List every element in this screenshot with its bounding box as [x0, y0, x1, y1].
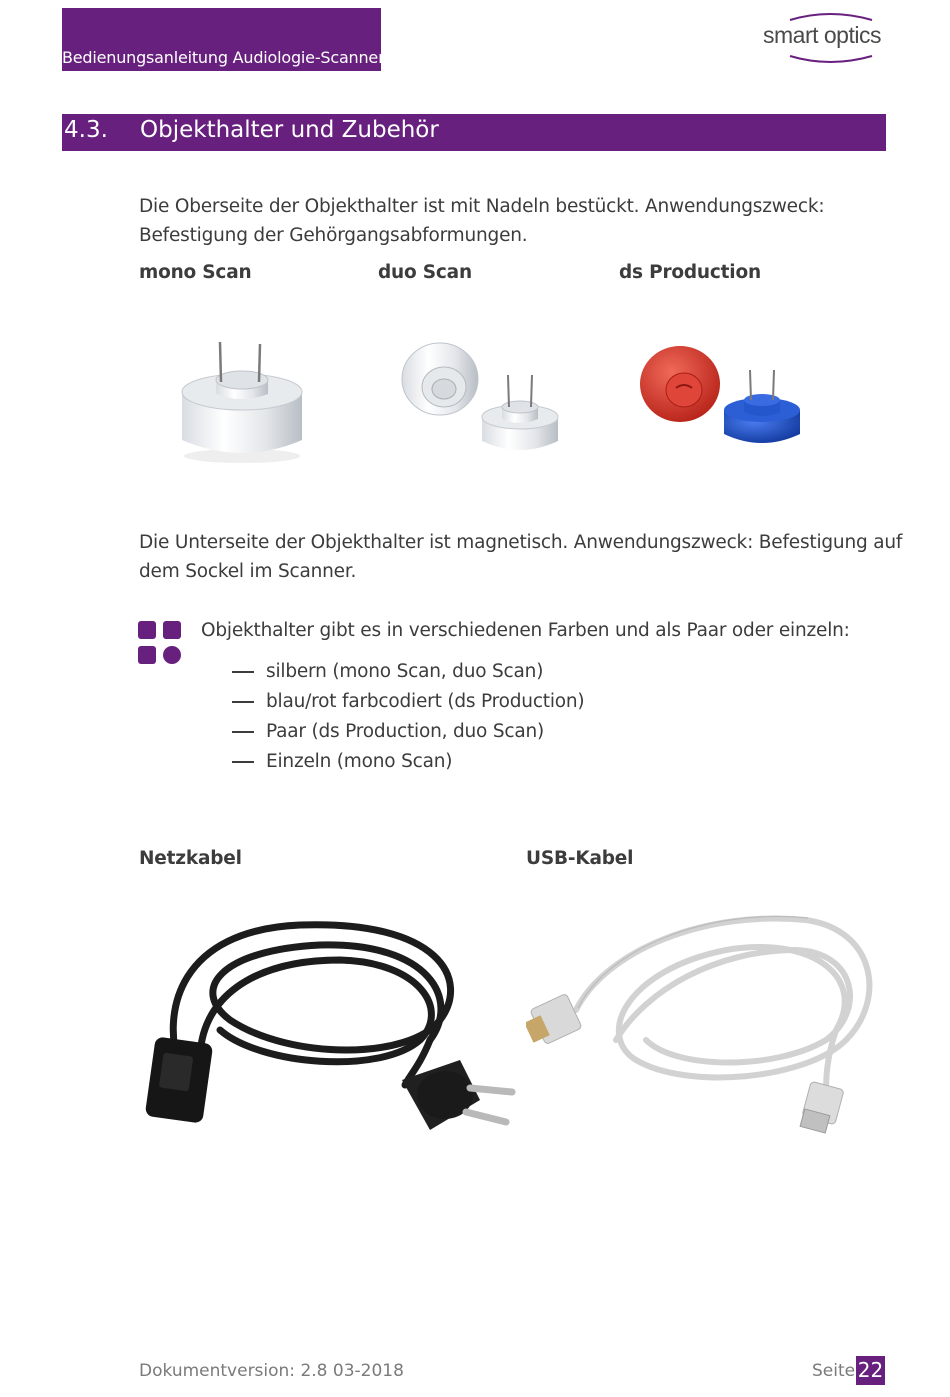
page-label: Seite — [812, 1361, 856, 1381]
list-item: Paar (ds Production, duo Scan) — [232, 721, 544, 742]
document-version: Dokumentversion: 2.8 03-2018 — [139, 1361, 404, 1381]
ds-production-holder-image — [636, 338, 816, 458]
dash-bullet — [232, 701, 254, 703]
usb-cable-image — [526, 890, 886, 1135]
dash-bullet — [232, 731, 254, 733]
label-mono-scan: mono Scan — [139, 262, 252, 283]
underside-line-1: Die Unterseite der Objekthalter ist magnetisch. Anwendungszweck: Befestigung auf — [139, 532, 903, 553]
underside-paragraph — [139, 528, 902, 586]
note-text: Objekthalter gibt es in verschiedenen Farben und als Paar oder einzeln: — [201, 620, 850, 641]
logo-text: smart optics — [763, 22, 881, 48]
dash-bullet — [232, 671, 254, 673]
label-ds-production: ds Production — [619, 262, 761, 283]
section-number: 4.3. — [64, 117, 108, 143]
info-squares-icon — [138, 621, 182, 665]
duo-scan-holder-image — [398, 335, 568, 460]
intro-line-1: Die Oberseite der Objekthalter ist mit Nadeln bestückt. Anwendungszweck: — [139, 196, 825, 217]
list-item: Einzeln (mono Scan) — [232, 751, 452, 772]
intro-line-2: Befestigung der Gehörgangsabformungen. — [139, 225, 528, 246]
power-cable-image — [140, 890, 525, 1140]
company-logo — [760, 6, 890, 70]
mono-scan-holder-image — [170, 330, 320, 470]
page-number: 22 — [856, 1356, 885, 1385]
logo-swoosh-icon — [760, 6, 890, 70]
label-duo-scan: duo Scan — [378, 262, 472, 283]
document-title: Bedienungsanleitung Audiologie-Scanner — [62, 48, 385, 67]
list-item: silbern (mono Scan, duo Scan) — [232, 661, 543, 682]
underside-line-2: dem Sockel im Scanner. — [139, 561, 357, 582]
label-netzkabel: Netzkabel — [139, 848, 242, 869]
section-title: Objekthalter und Zubehör — [140, 117, 439, 143]
dash-bullet — [232, 761, 254, 763]
label-usb-kabel: USB-Kabel — [526, 848, 634, 869]
list-item: blau/rot farbcodiert (ds Production) — [232, 691, 584, 712]
section-heading — [62, 114, 886, 151]
intro-paragraph — [139, 192, 824, 250]
